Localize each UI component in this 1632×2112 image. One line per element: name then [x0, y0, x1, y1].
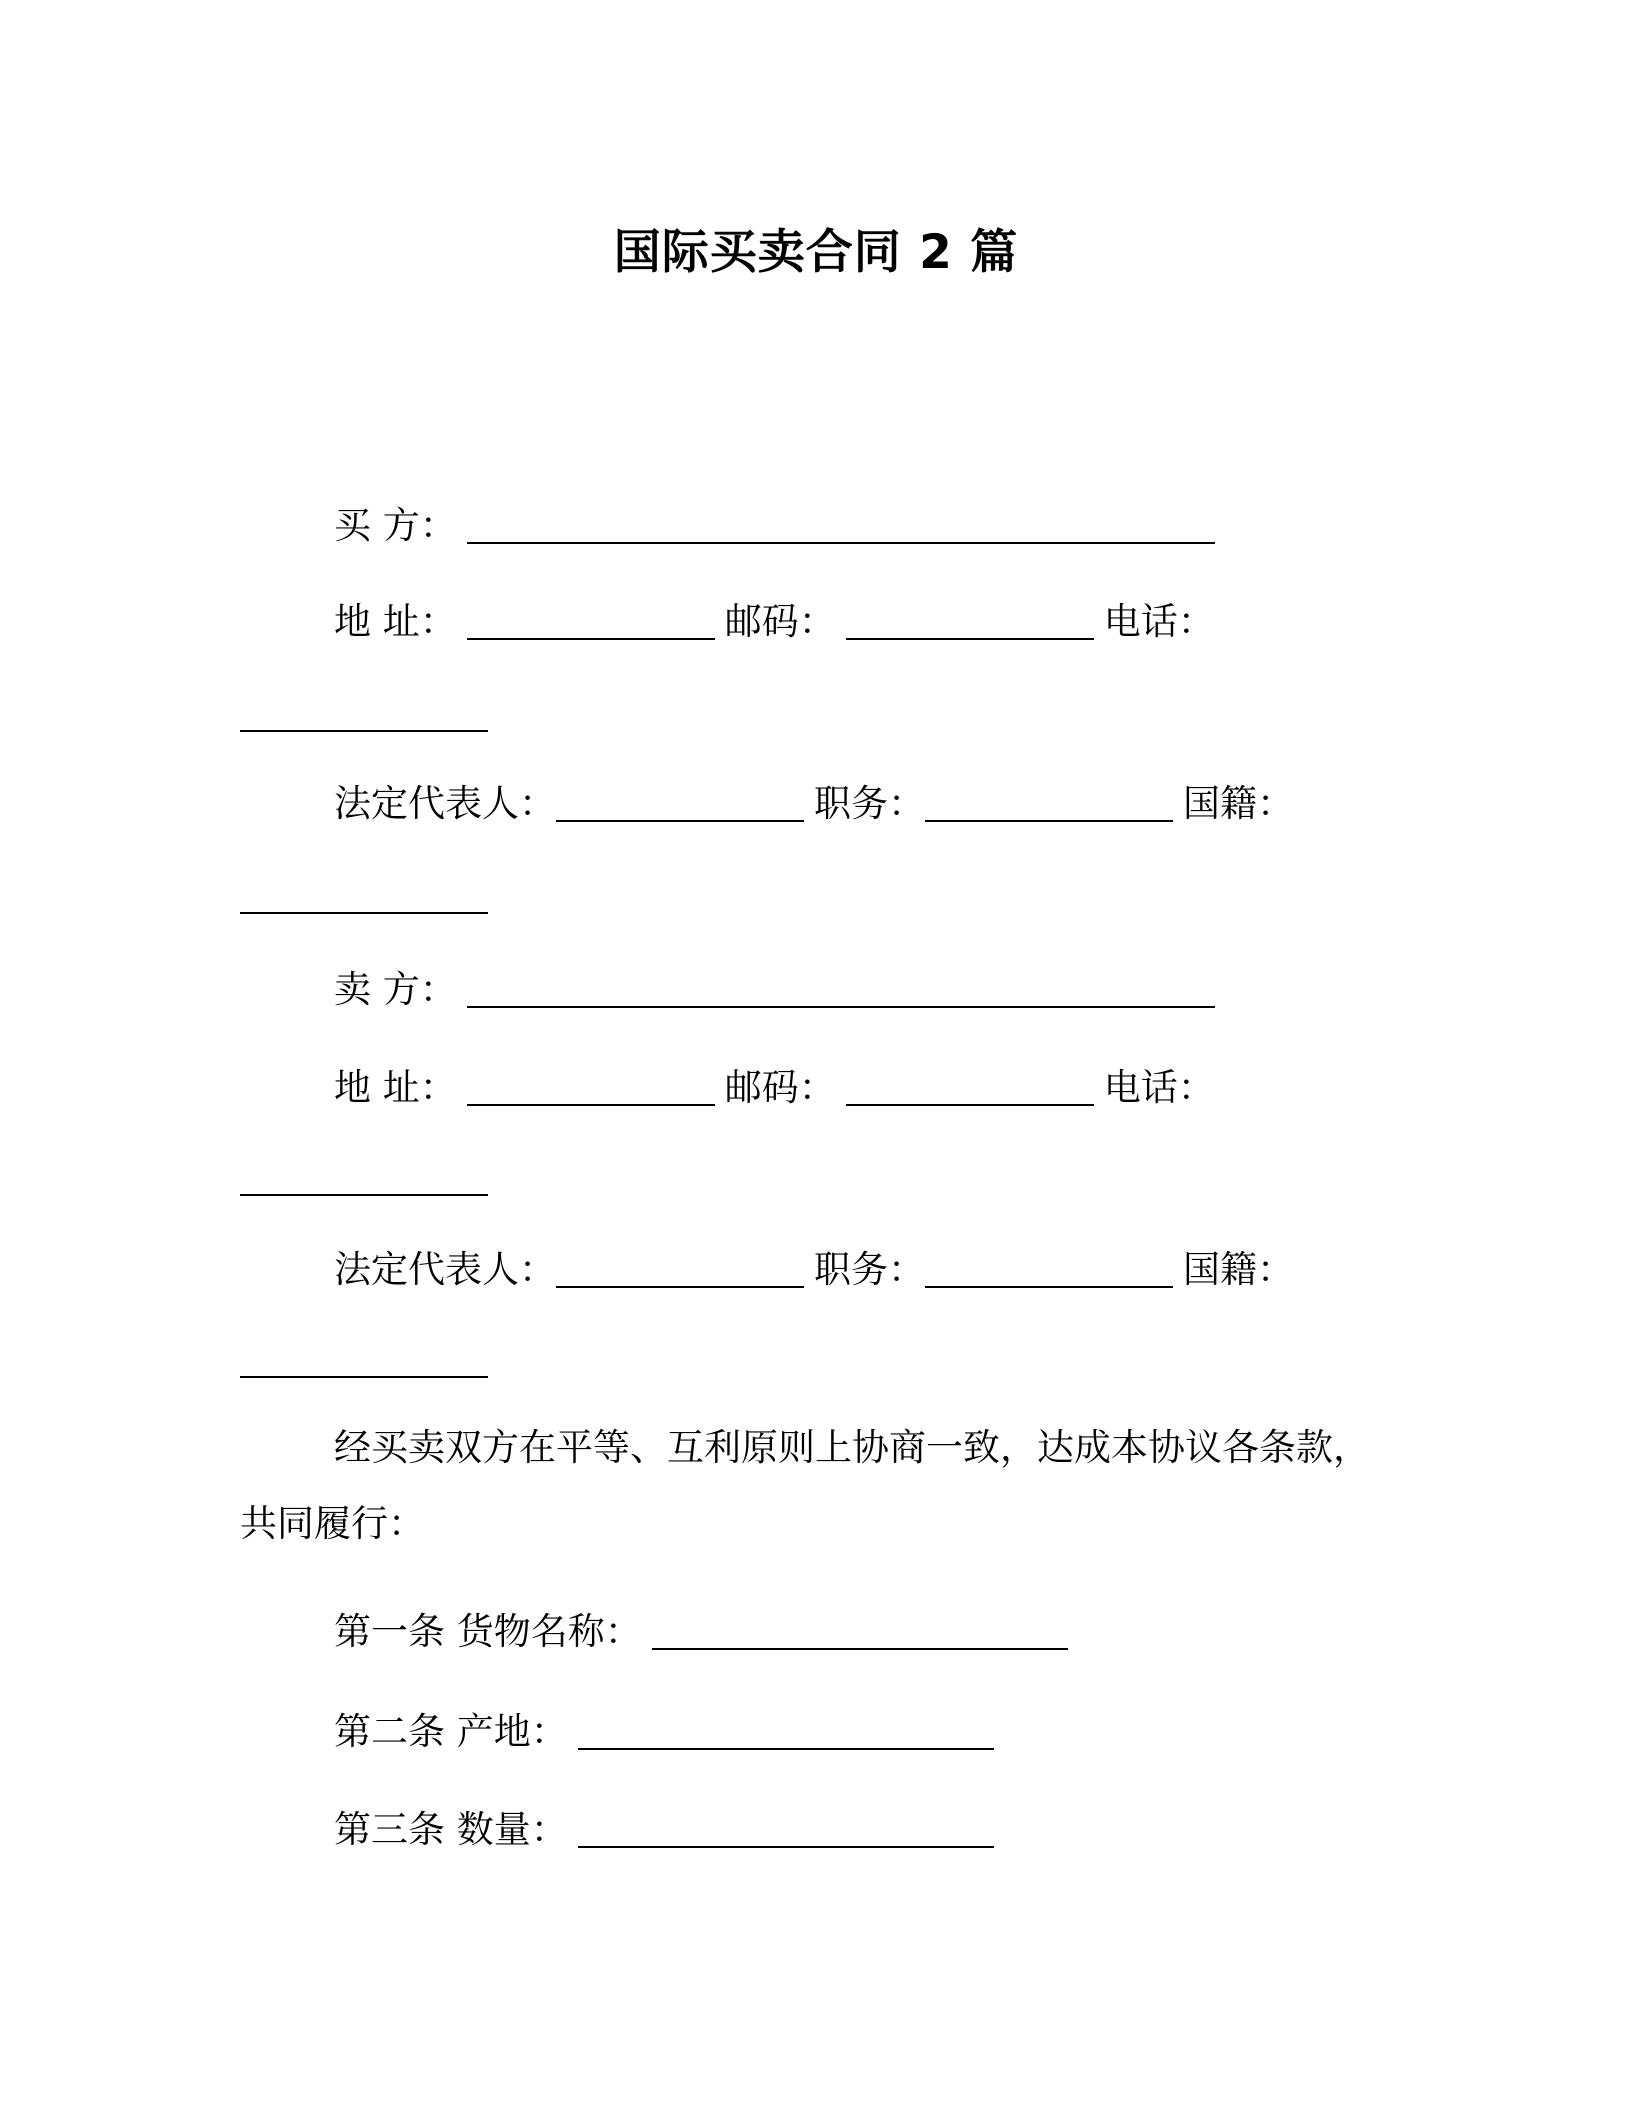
buyer-phone-label: 电话：	[1103, 600, 1215, 643]
seller-postcode-label: 邮码：	[724, 1066, 836, 1109]
buyer-position-label: 职务：	[814, 782, 925, 825]
article-2-row	[334, 1702, 994, 1762]
seller-phone-blank	[240, 1194, 488, 1196]
preamble-line-1: 经买卖双方在平等、互利原则上协商一致，达成本协议各条款，	[334, 1426, 1370, 1469]
buyer-address-blank	[467, 638, 715, 640]
article-3-label: 第三条 数量：	[334, 1808, 568, 1851]
buyer-postcode-label: 邮码：	[724, 600, 836, 643]
article-1-blank	[652, 1648, 1068, 1650]
article-3-row	[334, 1800, 994, 1860]
buyer-position-blank	[925, 820, 1173, 822]
seller-nationality-blank	[240, 1376, 488, 1378]
seller-name-blank	[467, 1006, 1215, 1008]
buyer-postcode-blank	[846, 638, 1094, 640]
buyer-legal-rep-row	[334, 774, 1294, 834]
document-title: 国际买卖合同 2 篇	[613, 225, 1019, 280]
buyer-label: 买 方：	[334, 504, 457, 547]
buyer-phone-row	[240, 684, 488, 744]
seller-legal-rep-blank	[556, 1286, 804, 1288]
seller-position-blank	[925, 1286, 1173, 1288]
seller-position-label: 职务：	[814, 1248, 925, 1291]
article-3-blank	[578, 1846, 994, 1848]
buyer-address-label: 地 址：	[334, 600, 457, 643]
preamble-line-2: 共同履行：	[240, 1502, 425, 1545]
article-2-label: 第二条 产地：	[334, 1710, 568, 1753]
seller-nationality-row	[240, 1330, 488, 1390]
seller-legal-rep-label: 法定代表人：	[334, 1248, 556, 1291]
article-2-blank	[578, 1748, 994, 1750]
seller-address-row	[334, 1058, 1215, 1118]
buyer-phone-blank	[240, 730, 488, 732]
buyer-legal-rep-label: 法定代表人：	[334, 782, 556, 825]
seller-postcode-blank	[846, 1104, 1094, 1106]
buyer-legal-rep-blank	[556, 820, 804, 822]
seller-address-label: 地 址：	[334, 1066, 457, 1109]
buyer-nationality-blank	[240, 912, 488, 914]
seller-name-row	[334, 960, 1215, 1020]
seller-address-blank	[467, 1104, 715, 1106]
article-1-label: 第一条 货物名称：	[334, 1610, 642, 1653]
seller-phone-row	[240, 1148, 488, 1208]
article-1-row	[334, 1602, 1068, 1662]
buyer-name-row	[334, 496, 1215, 556]
seller-label: 卖 方：	[334, 968, 457, 1011]
buyer-nationality-row	[240, 866, 488, 926]
buyer-name-blank	[467, 542, 1215, 544]
buyer-nationality-label: 国籍：	[1183, 782, 1294, 825]
seller-legal-rep-row	[334, 1240, 1294, 1300]
buyer-address-row	[334, 592, 1215, 652]
seller-phone-label: 电话：	[1103, 1066, 1215, 1109]
seller-nationality-label: 国籍：	[1183, 1248, 1294, 1291]
